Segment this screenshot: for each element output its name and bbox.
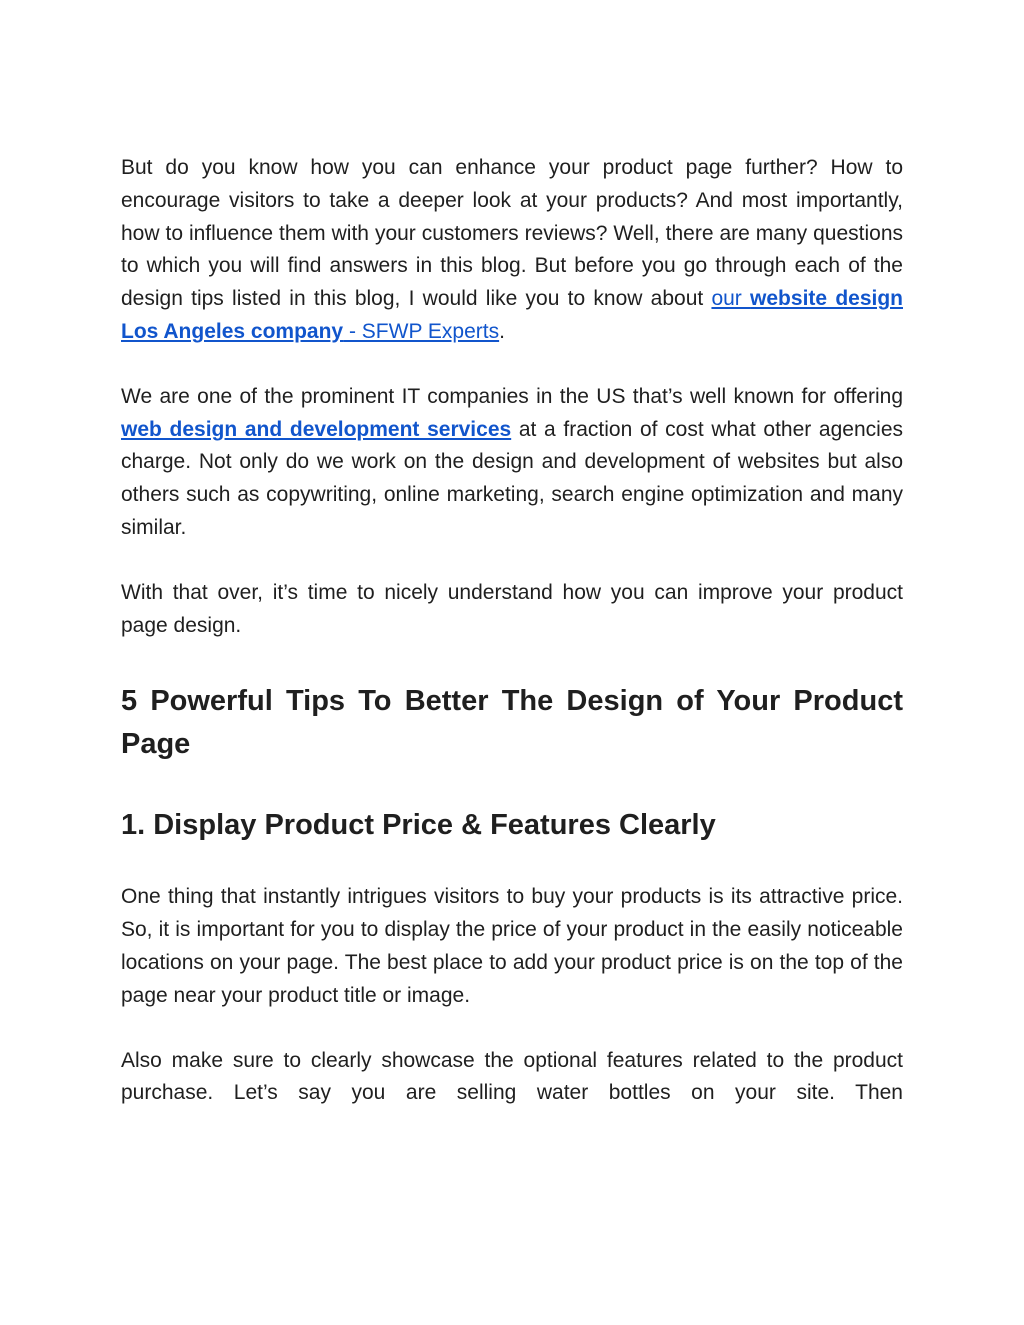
services-link-text: web design and development services [121, 417, 512, 441]
company-link-suffix: - SFWP Experts [343, 319, 500, 343]
intro-paragraph [121, 152, 903, 349]
price-paragraph: One thing that instantly intrigues visitors to buy your products is its attractive price. So, it is important for you to display the price of your product in the easily noticeable locations on your page. The best place to add your product price is on the top of the page near your product title or image. [121, 885, 903, 1007]
services-link[interactable] [121, 418, 511, 441]
intro-text: But do you know how you can enhance your product page further? How to encourage visitors to take a deeper look at your products? And most importantly, how to influence them with your customers reviews? Well, there are many questions to which you will find answers in this blog. But before you go through each of the design tips listed in this blog, I would like you to know about [121, 156, 903, 311]
company-link-bold: website design Los Angeles company [121, 287, 903, 343]
main-heading: 5 Powerful Tips To Better The Design of Your Product Page [121, 685, 903, 761]
section-heading: 1. Display Product Price & Features Clearly [121, 809, 716, 842]
about-text-end: at a fraction of cost what other agencies charge. Not only do we work on the design and development of websites but also others such as copywriting, online marketing, search engine optimization and many similar. [121, 417, 903, 539]
company-link-prefix: our [711, 287, 751, 311]
about-text-start: We are one of the prominent IT companies in the US that’s well known for offering [121, 384, 903, 408]
transition-paragraph: With that over, it’s time to nicely understand how you can improve your product page design. [121, 580, 903, 637]
about-paragraph [121, 381, 903, 545]
features-paragraph: Also make sure to clearly showcase the optional features related to the product purchase. Let’s say you are selling water bottles on your site. Then [121, 1048, 903, 1105]
document-page [121, 152, 903, 1110]
intro-text-end: . [499, 319, 505, 343]
